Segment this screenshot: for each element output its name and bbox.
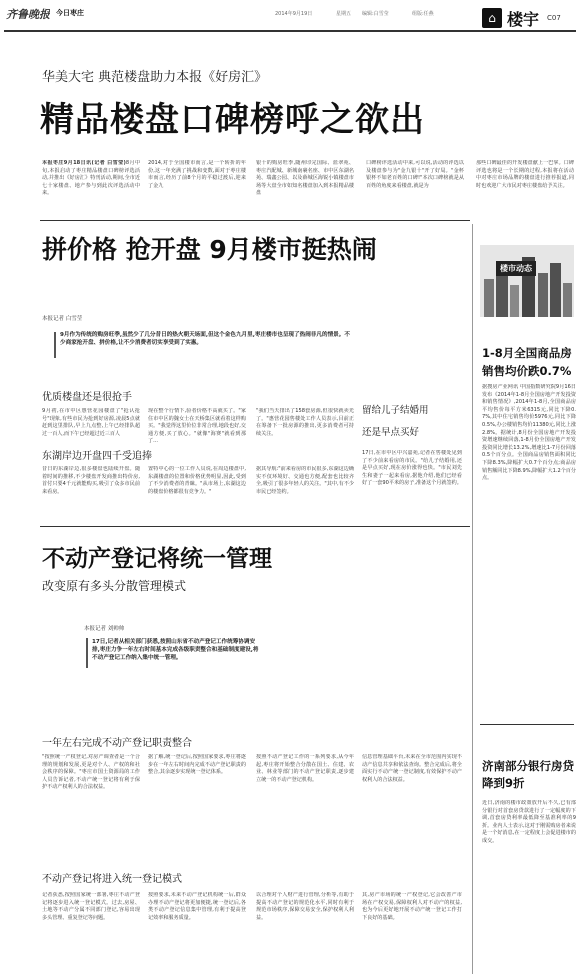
article2-sub2: 东湖岸边开盘四千受追捧 bbox=[42, 451, 152, 462]
article2-col2: 现在整个行情下,验者价格不高就买了。"家住市中区的魏女士在天桥集区就看着这样购买。"我觉得这里价位非常合理,地段也好,交通方便,买了放心。"就像"海赛"就看到那了... bbox=[148, 408, 246, 444]
masthead-weekday: 星期五 bbox=[336, 11, 352, 17]
article2-col1: 9月初,在市中区惠营花园楼盘了"抢认抢号"现象,有些市民为抢到好房源,凌晨5点就赶到这里排队,早上九点整,上午已经排队超过一百人,而下午已经超过近三百人 bbox=[42, 408, 140, 437]
page-number: C07 bbox=[547, 14, 561, 22]
article2-byline: 本报记者 白雪莹 bbox=[42, 316, 83, 322]
article2-col4: 昔日的东湖岸边,很多楼盘也陆续开盘。随着时间的推移,不少楼盘开发商推出特价房,首付只要4千元就能购买,吸引了众多市民前来看房。 bbox=[42, 466, 140, 495]
lead-bar-3 bbox=[86, 638, 88, 668]
article3-col6: 按照要求,未来不动产登记机构统一后,群众办理不动产登记将更加便捷,统一登记后,各类不动产登记信息集中管理,有利于提高登记效率和服务质量。 bbox=[148, 892, 246, 921]
article3-col3: 按照不动产登记工作的一系列要求,从今年起,枣庄将开始整合分散在国土、住建、农业、林业等部门的不动产登记职责,逐步建立统一的不动产登记机构。 bbox=[256, 754, 354, 783]
article2-col5: 置特中心的一位工作人员说,在周边楼盘中,东湖楼盘的位置和价格优势明显,因此,受到了不少消费者的青睐。"从市场上,东湖这边的楼盘价格都很有竞争力。" bbox=[148, 466, 246, 495]
article3-sub2: 不动产登记将进入统一登记模式 bbox=[42, 874, 182, 885]
article1-col5: 那些口碑最佳的开发楼盘献上一巴掌。口碑评选也将是一个长期的过程,本报将在活动中对枣庄市场品牌的楼盘进行推荐报道,同时也欢迎广大市民对枣庄楼盘给予关注。 bbox=[476, 160, 574, 189]
sidebar-rule bbox=[472, 224, 473, 974]
article1-byline: 本报枣庄9月18日讯(记者 白雪莹) bbox=[42, 160, 126, 166]
article2-col3: "我们当天排出了158套房源,但很快就卖光了。"惠营花园售楼处工作人员表示,目前正在筹备下一批房源的推出,更多消费者可持续关注。 bbox=[256, 408, 354, 437]
article1-kicker: 华美大宅 典范楼盘助力本报《好房汇》 bbox=[42, 70, 268, 85]
sidebar-text-1: 据搜房产业网讯 中国指数研究院9月16日发布《2014年1-8月全国房地产开发投资和销售情况》,2014年1-8月,全国商品房平均售价每平方米6315元,同比下降0.7%,其中住宅销售均价5976元,同比下降0.5%,办公楼销售均价11380元,同比上涨2.8%。据统计,8月份全国房地产开发投资增速继续回落,1-8月份全国房地产开发投资同比增长13.2%,增速比1-7月份回落0.5个百分点。全国商品房销售面积同比下降8.3%,降幅扩大0.7个百分点;商品房销售额同比下降8.9%,降幅扩大1.2个百分点。 bbox=[482, 384, 576, 482]
article1-col2: 2014,对于全国楼市而言,是一个转折的年份,这一年充满了挑战和变数,面对于枣庄楼市而言,经历了前8个月的平稳过渡后,迎来了金九 bbox=[148, 160, 246, 189]
sidebar-text-2: 近日,济南的楼市政策放开后不久,已有部分银行对首套房贷款进行了一定幅度的下调,首套房贷利率最低降至基准利率的9折。业内人士表示,这对于刚需购房者来说是一个好消息,在一定程度上会促进楼市的成交。 bbox=[482, 800, 576, 844]
article3-lead: 17日,记者从相关部门获悉,按照山东省不动产登记工作统筹协调安排,枣庄力争一年左右时间基本完成各级职责整合和基础制度建设,将不动产登记工作纳入集中统一管理。 bbox=[92, 639, 259, 662]
sidebar-divider bbox=[480, 724, 574, 725]
article2-headline: 拼价格 抢开盘 9月楼市挺热闹 bbox=[42, 235, 377, 264]
sidebar-badge: 楼市动态 bbox=[496, 261, 536, 276]
article1-headline: 精品楼盘口碑榜呼之欲出 bbox=[40, 100, 425, 140]
article1-col4: 口碑榜评选活动中来,可以说,活动的评选以及楼盘参与为"金九银十"开了好局。"金杯银杯不如老百姓的口碑!"本次口碑榜就是从百姓的角度来看楼盘,就是为 bbox=[366, 160, 464, 189]
masthead-editor: 编辑:白雪莹 bbox=[362, 11, 389, 17]
sidebar-headline-2: 济南部分银行房贷降到9折 bbox=[482, 759, 574, 790]
article3-col8: 其,房产市场的统一产权登记,它会改善产市场在产权交易,保障权利人对不动产的权益,也为今后更好地开展不动产统一登记工作打下良好的基础。 bbox=[362, 892, 462, 921]
article3-deck: 改变原有多头分散管理模式 bbox=[42, 579, 187, 593]
article2-side-text: 17日,在市中区中兴嘉苑,记者在售楼处见到了不少前来看房的市民。"给儿子结婚用,还是早点买好,现在房价涨得也快。"市民刘先生和妻子一起来看房,据他介绍,他们已经看好了一套90平米的房子,准备这个月就签约。 bbox=[362, 450, 462, 487]
divider-2 bbox=[40, 526, 470, 527]
article3-col1: "按照统一产权登记,对房产调查者是一个合理的规划和发展,更是对个人、产权的和社会秩序的保障。"枣庄市国土资源局的工作人员告诉记者,不动产统一登记将有利于保护不动产权利人的合法权益。 bbox=[42, 754, 140, 791]
article2-side-headline: 留给儿子结婚用 还是早点买好 bbox=[362, 405, 429, 438]
divider-1 bbox=[40, 220, 470, 221]
article2-col6: 据其导航:"前来看房的市民很多,东湖这边确实不仅环境好、交通也方便,配套也比较齐全,吸引了很多年轻人的关注。"其中,有不少市民已经签约。 bbox=[256, 466, 354, 495]
article3-col7: 以合理对个人财产进行管理,分析等,有助于提高不动产登记的规范化水平,同时有利于规范市场秩序,保障交易安全,保护权利人利益。 bbox=[256, 892, 354, 921]
article3-col4: 信息管理基础平台,未来在全市范围内实现不动产信息共享和依法查询。整合完成后,将全面实行不动产统一登记制度,有效保护不动产权利人的合法权益。 bbox=[362, 754, 462, 783]
section-tag bbox=[482, 6, 574, 30]
masthead-edition: 今日枣庄 bbox=[56, 9, 84, 17]
article3-col5: 记者获悉,按照国家统一部署,枣庄不动产登记将逐步进入统一登记模式。过去,房屋、土地等不动产分属不同部门登记,容易出现多头管理、重复登记等问题。 bbox=[42, 892, 140, 921]
section-name: 楼宇 bbox=[507, 9, 540, 29]
masthead-designer: 组版:任燕 bbox=[412, 11, 434, 17]
article3-sub1: 一年左右完成不动产登记职责整合 bbox=[42, 738, 192, 749]
article1-col3: 银十的购房旺季,随州印完国际、蓝翠苑、枣庄汽配城、新城南裹名座、市中区东湖名苑、瑞鑫公园、以及薛城区海锐小镇楼盘市场等大盘全市如知名楼盘加入到本报精品楼盘 bbox=[256, 160, 354, 196]
sidebar-headline-1: 1-8月全国商品房销售均价跌0.7% bbox=[482, 346, 572, 378]
article2-lead: 9月作为传统的购房旺季,虽然少了几分昔日的热火朝天场面,但这个金色九月里,枣庄楼市也呈现了热闹非凡的情景。不少商家抢开盘、拼价格,让不少消费者切实享受到了实惠。 bbox=[60, 332, 350, 347]
article3-byline: 本报记者 刘帅帅 bbox=[84, 626, 125, 632]
masthead-brand: 齐鲁晚报 bbox=[6, 8, 50, 21]
masthead-rule bbox=[4, 30, 576, 32]
masthead-date: 2014年9月19日 bbox=[275, 11, 313, 17]
lead-bar bbox=[54, 332, 56, 358]
article2-sub1: 优质楼盘还是很抢手 bbox=[42, 392, 132, 403]
article1-col1: 本报枣庄9月18日讯(记者 白雪莹)8月中旬,本报启动了枣庄精品楼盘口碑榜评选活动,并推出《好房汇》特刊活动,期间,全市近七十家楼盘、地产参与到此次评选活动中来。 bbox=[42, 160, 140, 196]
article3-headline: 不动产登记将统一管理 bbox=[42, 546, 272, 572]
city-skyline-image bbox=[480, 245, 574, 317]
house-icon: ⌂ bbox=[482, 8, 502, 28]
article3-col2: 据了解,统一登记后,按照国家要求,枣庄将逐步在一年左右时间内完成不动产登记职责的整合,其余逐步实现统一登记体系。 bbox=[148, 754, 246, 776]
